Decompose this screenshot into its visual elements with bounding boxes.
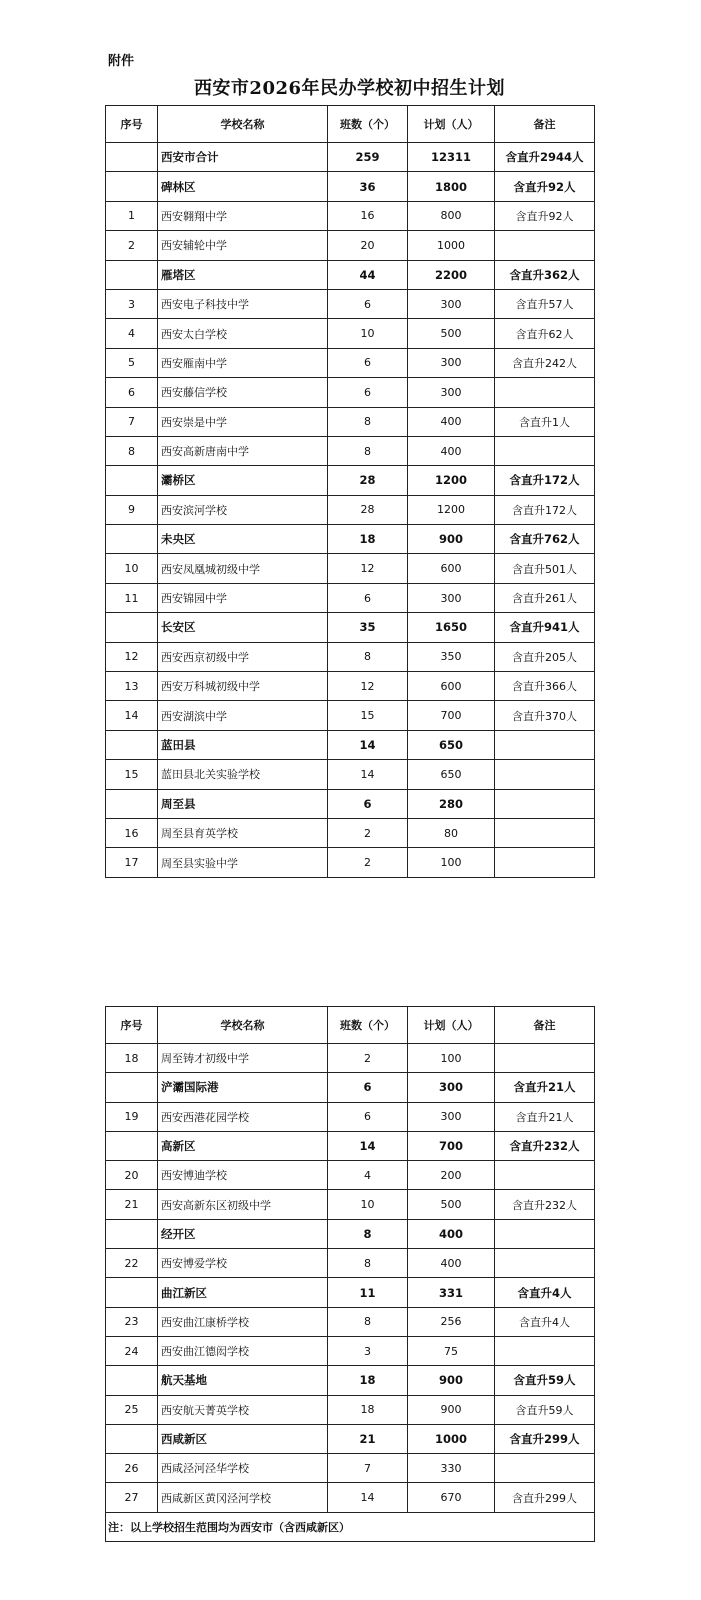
school-name-cell: 高新区 [158, 1131, 328, 1160]
class-count-cell: 14 [328, 730, 408, 759]
subtotal-row [106, 172, 595, 201]
note-cell: 含直升362人 [495, 260, 595, 289]
class-count-cell: 15 [328, 701, 408, 730]
plan-count-cell: 80 [408, 818, 495, 847]
note-cell: 含直升501人 [495, 554, 595, 583]
plan-count-cell: 200 [408, 1161, 495, 1190]
table-row [106, 1190, 595, 1219]
subtotal-row [106, 1131, 595, 1160]
note-cell: 含直升62人 [495, 319, 595, 348]
class-count-cell: 20 [328, 231, 408, 260]
row-number-cell: 4 [106, 319, 158, 348]
class-count-cell: 28 [328, 495, 408, 524]
school-name-cell: 西安航天菁英学校 [158, 1395, 328, 1424]
note-cell: 含直升299人 [495, 1483, 595, 1512]
school-name-cell: 经开区 [158, 1219, 328, 1248]
subtotal-row [106, 789, 595, 818]
plan-count-cell: 650 [408, 730, 495, 759]
table-row [106, 1249, 595, 1278]
school-name-cell: 西安西港花园学校 [158, 1102, 328, 1131]
row-number-cell: 23 [106, 1307, 158, 1336]
class-count-cell: 14 [328, 1131, 408, 1160]
school-name-cell: 西咸泾河泾华学校 [158, 1454, 328, 1483]
plan-count-cell: 400 [408, 436, 495, 465]
plan-count-cell: 400 [408, 1249, 495, 1278]
table-row [106, 848, 595, 877]
row-number-cell: 1 [106, 201, 158, 230]
note-cell [495, 1249, 595, 1278]
school-name-cell: 西安崇是中学 [158, 407, 328, 436]
subtotal-row [106, 1219, 595, 1248]
table-row [106, 1395, 595, 1424]
subtotal-row [106, 143, 595, 172]
note-cell [495, 760, 595, 789]
note-cell: 含直升232人 [495, 1131, 595, 1160]
row-number-cell: 9 [106, 495, 158, 524]
row-number-cell [106, 1219, 158, 1248]
table-row [106, 348, 595, 377]
class-count-cell: 8 [328, 1249, 408, 1278]
school-name-cell: 曲江新区 [158, 1278, 328, 1307]
class-count-cell: 18 [328, 525, 408, 554]
class-count-cell: 2 [328, 848, 408, 877]
note-cell [495, 818, 595, 847]
plan-count-cell: 700 [408, 1131, 495, 1160]
column-header: 计划（人） [408, 1007, 495, 1044]
class-count-cell: 21 [328, 1424, 408, 1453]
school-name-cell: 西安翱翔中学 [158, 201, 328, 230]
note-cell: 含直升57人 [495, 289, 595, 318]
note-cell [495, 436, 595, 465]
subtotal-row [106, 260, 595, 289]
row-number-cell: 2 [106, 231, 158, 260]
plan-count-cell: 2200 [408, 260, 495, 289]
note-cell [495, 1044, 595, 1073]
column-header: 班数（个） [328, 106, 408, 143]
class-count-cell: 6 [328, 1102, 408, 1131]
row-number-cell: 27 [106, 1483, 158, 1512]
note-cell: 含直升4人 [495, 1278, 595, 1307]
class-count-cell: 16 [328, 201, 408, 230]
note-cell [495, 231, 595, 260]
table-row [106, 407, 595, 436]
column-header: 备注 [495, 1007, 595, 1044]
row-number-cell: 18 [106, 1044, 158, 1073]
table-row [106, 495, 595, 524]
school-name-cell: 西安电子科技中学 [158, 289, 328, 318]
note-cell: 含直升242人 [495, 348, 595, 377]
note-cell: 含直升370人 [495, 701, 595, 730]
school-name-cell: 周至铸才初级中学 [158, 1044, 328, 1073]
class-count-cell: 14 [328, 1483, 408, 1512]
school-name-cell: 西安高新东区初级中学 [158, 1190, 328, 1219]
plan-count-cell: 300 [408, 378, 495, 407]
plan-count-cell: 1650 [408, 613, 495, 642]
table-row [106, 1483, 595, 1512]
plan-count-cell: 330 [408, 1454, 495, 1483]
plan-count-cell: 400 [408, 1219, 495, 1248]
row-number-cell [106, 260, 158, 289]
note-cell [495, 1219, 595, 1248]
plan-count-cell: 350 [408, 642, 495, 671]
table-row [106, 289, 595, 318]
enrollment-table-page-1 [105, 105, 595, 878]
class-count-cell: 2 [328, 818, 408, 847]
table-row [106, 1336, 595, 1365]
class-count-cell: 12 [328, 672, 408, 701]
subtotal-row [106, 613, 595, 642]
plan-count-cell: 1000 [408, 1424, 495, 1453]
note-cell: 含直升21人 [495, 1073, 595, 1102]
table-row [106, 436, 595, 465]
column-header: 序号 [106, 106, 158, 143]
table-row [106, 231, 595, 260]
class-count-cell: 7 [328, 1454, 408, 1483]
column-header: 学校名称 [158, 1007, 328, 1044]
row-number-cell [106, 1073, 158, 1102]
row-number-cell: 19 [106, 1102, 158, 1131]
note-cell: 含直升172人 [495, 495, 595, 524]
school-name-cell: 长安区 [158, 613, 328, 642]
class-count-cell: 8 [328, 642, 408, 671]
class-count-cell: 35 [328, 613, 408, 642]
school-name-cell: 西安锦园中学 [158, 583, 328, 612]
class-count-cell: 6 [328, 789, 408, 818]
table-row [106, 319, 595, 348]
plan-count-cell: 331 [408, 1278, 495, 1307]
row-number-cell: 24 [106, 1336, 158, 1365]
class-count-cell: 8 [328, 407, 408, 436]
plan-count-cell: 75 [408, 1336, 495, 1365]
class-count-cell: 6 [328, 583, 408, 612]
document-title: 西安市2026年民办学校初中招生计划 [193, 78, 506, 99]
row-number-cell: 11 [106, 583, 158, 612]
school-name-cell: 西安市合计 [158, 143, 328, 172]
class-count-cell: 4 [328, 1161, 408, 1190]
school-name-cell: 西咸新区 [158, 1424, 328, 1453]
table-row [106, 1102, 595, 1131]
table-row [106, 1307, 595, 1336]
plan-count-cell: 900 [408, 1366, 495, 1395]
plan-count-cell: 1200 [408, 466, 495, 495]
row-number-cell: 21 [106, 1190, 158, 1219]
plan-count-cell: 12311 [408, 143, 495, 172]
note-cell: 含直升261人 [495, 583, 595, 612]
plan-count-cell: 670 [408, 1483, 495, 1512]
row-number-cell: 17 [106, 848, 158, 877]
school-name-cell: 未央区 [158, 525, 328, 554]
school-name-cell: 蓝田县 [158, 730, 328, 759]
row-number-cell [106, 1424, 158, 1453]
school-name-cell: 周至县育英学校 [158, 818, 328, 847]
row-number-cell: 22 [106, 1249, 158, 1278]
note-cell [495, 1161, 595, 1190]
row-number-cell [106, 1131, 158, 1160]
note-cell: 含直升941人 [495, 613, 595, 642]
plan-count-cell: 700 [408, 701, 495, 730]
row-number-cell [106, 613, 158, 642]
row-number-cell [106, 730, 158, 759]
table-row [106, 1161, 595, 1190]
school-name-cell: 西安湖滨中学 [158, 701, 328, 730]
table-row [106, 642, 595, 671]
plan-count-cell: 300 [408, 289, 495, 318]
class-count-cell: 18 [328, 1395, 408, 1424]
row-number-cell: 14 [106, 701, 158, 730]
row-number-cell [106, 172, 158, 201]
class-count-cell: 8 [328, 1307, 408, 1336]
note-cell [495, 378, 595, 407]
row-number-cell: 6 [106, 378, 158, 407]
school-name-cell: 西安万科城初级中学 [158, 672, 328, 701]
school-name-cell: 西安西京初级中学 [158, 642, 328, 671]
row-number-cell [106, 1278, 158, 1307]
row-number-cell: 5 [106, 348, 158, 377]
plan-count-cell: 500 [408, 319, 495, 348]
school-name-cell: 蓝田县北关实验学校 [158, 760, 328, 789]
class-count-cell: 10 [328, 319, 408, 348]
note-cell [495, 848, 595, 877]
row-number-cell [106, 466, 158, 495]
table-row [106, 1044, 595, 1073]
note-cell: 含直升1人 [495, 407, 595, 436]
row-number-cell: 10 [106, 554, 158, 583]
class-count-cell: 2 [328, 1044, 408, 1073]
note-cell: 含直升21人 [495, 1102, 595, 1131]
class-count-cell: 6 [328, 348, 408, 377]
subtotal-row [106, 1278, 595, 1307]
school-name-cell: 西咸新区黄冈泾河学校 [158, 1483, 328, 1512]
note-cell: 含直升232人 [495, 1190, 595, 1219]
plan-count-cell: 300 [408, 1102, 495, 1131]
class-count-cell: 36 [328, 172, 408, 201]
class-count-cell: 8 [328, 436, 408, 465]
note-cell: 含直升92人 [495, 201, 595, 230]
subtotal-row [106, 730, 595, 759]
plan-count-cell: 280 [408, 789, 495, 818]
class-count-cell: 8 [328, 1219, 408, 1248]
plan-count-cell: 600 [408, 554, 495, 583]
plan-count-cell: 300 [408, 348, 495, 377]
table-header-row [106, 1007, 595, 1044]
subtotal-row [106, 525, 595, 554]
note-cell: 含直升59人 [495, 1395, 595, 1424]
row-number-cell: 12 [106, 642, 158, 671]
row-number-cell: 7 [106, 407, 158, 436]
class-count-cell: 12 [328, 554, 408, 583]
plan-count-cell: 1000 [408, 231, 495, 260]
school-name-cell: 周至县 [158, 789, 328, 818]
plan-count-cell: 100 [408, 1044, 495, 1073]
note-cell: 含直升92人 [495, 172, 595, 201]
row-number-cell: 16 [106, 818, 158, 847]
subtotal-row [106, 466, 595, 495]
class-count-cell: 10 [328, 1190, 408, 1219]
school-name-cell: 西安凤凰城初级中学 [158, 554, 328, 583]
note-cell: 含直升59人 [495, 1366, 595, 1395]
column-header: 序号 [106, 1007, 158, 1044]
note-cell: 含直升172人 [495, 466, 595, 495]
note-cell: 含直升762人 [495, 525, 595, 554]
class-count-cell: 3 [328, 1336, 408, 1365]
enrollment-table-page-2 [105, 1006, 595, 1542]
plan-count-cell: 1800 [408, 172, 495, 201]
school-name-cell: 西安藤信学校 [158, 378, 328, 407]
table-row [106, 554, 595, 583]
row-number-cell: 26 [106, 1454, 158, 1483]
school-name-cell: 浐灞国际港 [158, 1073, 328, 1102]
school-name-cell: 西安雁南中学 [158, 348, 328, 377]
class-count-cell: 6 [328, 378, 408, 407]
column-header: 班数（个） [328, 1007, 408, 1044]
column-header: 学校名称 [158, 106, 328, 143]
row-number-cell [106, 1366, 158, 1395]
note-cell [495, 1454, 595, 1483]
footnote-row [106, 1512, 595, 1541]
column-header: 备注 [495, 106, 595, 143]
note-cell: 含直升366人 [495, 672, 595, 701]
class-count-cell: 28 [328, 466, 408, 495]
row-number-cell [106, 789, 158, 818]
plan-count-cell: 900 [408, 525, 495, 554]
plan-count-cell: 256 [408, 1307, 495, 1336]
attachment-label: 附件 [108, 54, 135, 69]
table-header-row [106, 106, 595, 143]
row-number-cell: 20 [106, 1161, 158, 1190]
plan-count-cell: 600 [408, 672, 495, 701]
school-name-cell: 西安曲江德闳学校 [158, 1336, 328, 1365]
row-number-cell [106, 143, 158, 172]
class-count-cell: 11 [328, 1278, 408, 1307]
table-row [106, 760, 595, 789]
row-number-cell: 25 [106, 1395, 158, 1424]
table-row [106, 1454, 595, 1483]
school-name-cell: 西安高新唐南中学 [158, 436, 328, 465]
table-row [106, 701, 595, 730]
row-number-cell [106, 525, 158, 554]
note-cell: 含直升299人 [495, 1424, 595, 1453]
plan-count-cell: 300 [408, 1073, 495, 1102]
note-cell [495, 1336, 595, 1365]
plan-count-cell: 650 [408, 760, 495, 789]
note-cell: 含直升4人 [495, 1307, 595, 1336]
school-name-cell: 灞桥区 [158, 466, 328, 495]
row-number-cell: 15 [106, 760, 158, 789]
note-cell: 含直升2944人 [495, 143, 595, 172]
row-number-cell: 8 [106, 436, 158, 465]
school-name-cell: 周至县实验中学 [158, 848, 328, 877]
school-name-cell: 西安博爱学校 [158, 1249, 328, 1278]
table-row [106, 201, 595, 230]
class-count-cell: 6 [328, 289, 408, 318]
row-number-cell: 3 [106, 289, 158, 318]
note-cell [495, 789, 595, 818]
note-cell [495, 730, 595, 759]
column-header: 计划（人） [408, 106, 495, 143]
plan-count-cell: 1200 [408, 495, 495, 524]
plan-count-cell: 300 [408, 583, 495, 612]
table-row [106, 818, 595, 847]
school-name-cell: 西安博迪学校 [158, 1161, 328, 1190]
school-name-cell: 碑林区 [158, 172, 328, 201]
footnote: 注：以上学校招生范围均为西安市（含西咸新区） [106, 1512, 595, 1541]
plan-count-cell: 900 [408, 1395, 495, 1424]
class-count-cell: 14 [328, 760, 408, 789]
school-name-cell: 西安辅轮中学 [158, 231, 328, 260]
class-count-cell: 259 [328, 143, 408, 172]
table-row [106, 378, 595, 407]
school-name-cell: 雁塔区 [158, 260, 328, 289]
table-row [106, 672, 595, 701]
note-cell: 含直升205人 [495, 642, 595, 671]
plan-count-cell: 400 [408, 407, 495, 436]
class-count-cell: 18 [328, 1366, 408, 1395]
subtotal-row [106, 1424, 595, 1453]
school-name-cell: 西安太白学校 [158, 319, 328, 348]
plan-count-cell: 100 [408, 848, 495, 877]
plan-count-cell: 800 [408, 201, 495, 230]
school-name-cell: 西安曲江康桥学校 [158, 1307, 328, 1336]
row-number-cell: 13 [106, 672, 158, 701]
plan-count-cell: 500 [408, 1190, 495, 1219]
class-count-cell: 44 [328, 260, 408, 289]
table-row [106, 583, 595, 612]
school-name-cell: 航天基地 [158, 1366, 328, 1395]
class-count-cell: 6 [328, 1073, 408, 1102]
subtotal-row [106, 1366, 595, 1395]
subtotal-row [106, 1073, 595, 1102]
school-name-cell: 西安滨河学校 [158, 495, 328, 524]
